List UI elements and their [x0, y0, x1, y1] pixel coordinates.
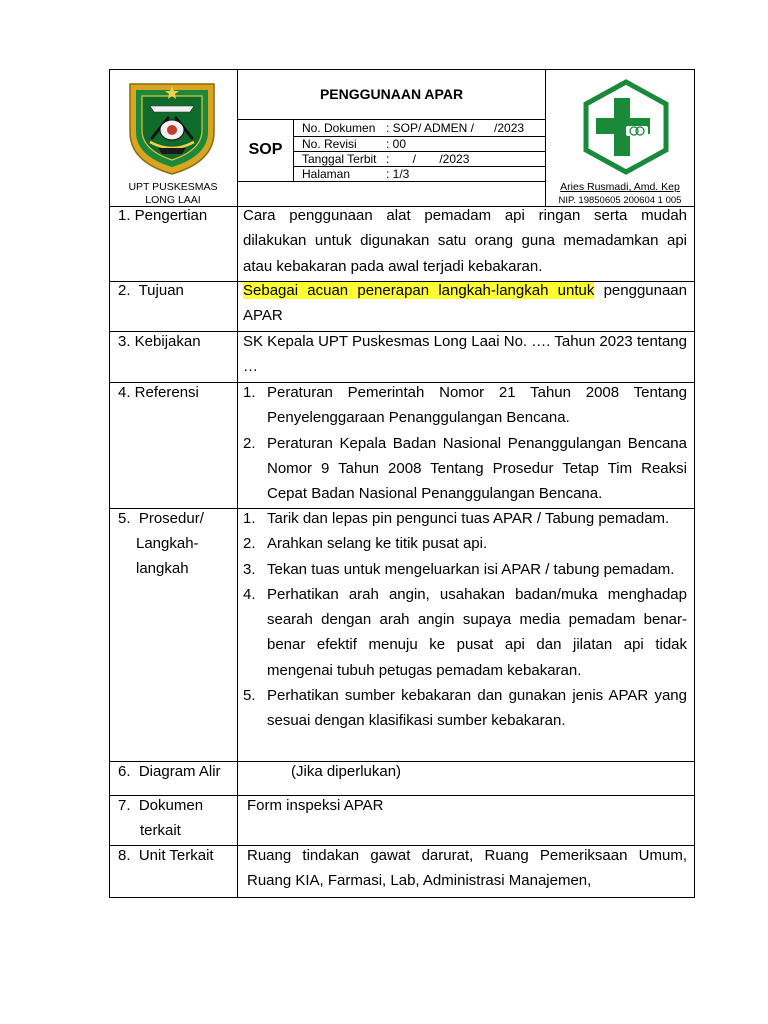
- header-bottom-line: [237, 181, 545, 182]
- section-text-tujuan: [243, 278, 687, 329]
- list-item: 1. Peraturan Pemerintah Nomor 21 Tahun 2008 Tentang Penyelenggaraan Penanggulangan Bencana.: [243, 384, 687, 427]
- tujuan-paragraph: [243, 278, 687, 329]
- section-text-kebijakan: [243, 329, 687, 380]
- section-label-tujuan: 2. Tujuan: [118, 282, 184, 299]
- regional-coat-of-arms-icon: [128, 80, 216, 176]
- page-value: : 1/3: [386, 167, 410, 181]
- list-item: 2. Peraturan Kepala Badan Nasional Penanggulangan Bencana Nomor 9 Tahun 2008 Tentang Prosedur Tetap Tim Reaksi Cepat Badan Nasional Penanggulangan Bencana.: [243, 434, 687, 503]
- column-divider: [237, 69, 238, 898]
- signer-nip: NIP. 19850605 200604 1 005: [558, 195, 682, 206]
- list-item: 1. Tarik dan lepas pin pengunci tuas APAR / Tabung pemadam.: [243, 510, 670, 527]
- table-border-bottom: [109, 897, 695, 898]
- table-border-left: [109, 69, 110, 898]
- list-item: 4. Perhatikan arah angin, usahakan badan/muka menghadap searah dengan arah angin supaya media pemadam benar-benar efektif menuju ke pusat api dan jilatan api tidak mengenai tubuh petugas pemadam kebakaran.: [243, 585, 687, 679]
- sop-label: SOP: [248, 141, 283, 158]
- diagram-text: (Jika diperlukan): [291, 763, 402, 780]
- section-label-diagram: 6. Diagram Alir: [118, 763, 221, 780]
- section-label-kebijakan: 3. Kebijakan: [118, 333, 201, 350]
- issue-date-value: : / /2023: [386, 152, 470, 166]
- section-label-prosedur-3: langkah: [136, 560, 189, 577]
- revision-label: No. Revisi: [302, 137, 357, 151]
- kebijakan-text: SK Kepala UPT Puskesmas Long Laai No. …. Tahun 2023 tentang …: [243, 333, 687, 376]
- org-name-line2: LONG LAAI: [145, 194, 201, 206]
- section-label-dokumen-2: terkait: [140, 822, 181, 839]
- sop-divider: [293, 119, 294, 181]
- list-item: 3. Tekan tuas untuk mengeluarkan isi APAR / tabung pemadam.: [243, 560, 675, 578]
- doc-number-value: : SOP/ ADMEN / /2023: [386, 121, 525, 135]
- tujuan-text: penggunaan APAR: [243, 282, 687, 325]
- unit-text: Ruang tindakan gawat darurat, Ruang Pemeriksaan Umum, Ruang KIA, Farmasi, Lab, Administrasi Manajemen,: [247, 847, 687, 890]
- section-text-pengertian: [243, 203, 687, 279]
- signer-name: Aries Rusmadi, Amd. Kep: [560, 181, 680, 193]
- dokumen-text: Form inspeksi APAR: [247, 797, 384, 814]
- section-label-pengertian: 1. Pengertian: [118, 207, 208, 224]
- page-label: Halaman: [302, 167, 351, 181]
- referensi-list: [243, 380, 687, 506]
- section-label-prosedur-2: Langkah-: [136, 535, 199, 552]
- revision-value: : 00: [386, 137, 407, 151]
- list-item: 5. Perhatikan sumber kebakaran dan gunakan jenis APAR yang sesuai dengan klasifikasi sumber kebakaran.: [243, 687, 687, 730]
- document-title: PENGGUNAAN APAR: [319, 86, 464, 102]
- title-underline: [237, 119, 545, 120]
- table-border-top: [109, 69, 695, 70]
- table-border-right: [694, 69, 695, 898]
- section-label-dokumen: 7. Dokumen: [118, 797, 204, 814]
- puskesmas-cross-logo-icon: [580, 78, 672, 176]
- prosedur-list: [243, 506, 687, 734]
- tujuan-highlighted-text: Sebagai acuan penerapan langkah-langkah untuk: [243, 282, 595, 299]
- section-text-unit: [247, 843, 687, 894]
- section-label-unit: 8. Unit Terkait: [118, 847, 214, 864]
- section-label-referensi: 4. Referensi: [118, 384, 199, 401]
- issue-date-label: Tanggal Terbit: [302, 152, 377, 166]
- list-item: 2. Arahkan selang ke titik pusat api.: [243, 535, 488, 553]
- org-name-line1: UPT PUSKESMAS: [128, 181, 218, 193]
- section-label-prosedur: 5. Prosedur/: [118, 510, 204, 527]
- doc-number-label: No. Dokumen: [302, 121, 376, 135]
- pengertian-text: Cara penggunaan alat pemadam api ringan serta mudah dilakukan untuk digunakan satu orang guna memadamkan api atau kebakaran pada awal terjadi kebakaran.: [243, 207, 687, 275]
